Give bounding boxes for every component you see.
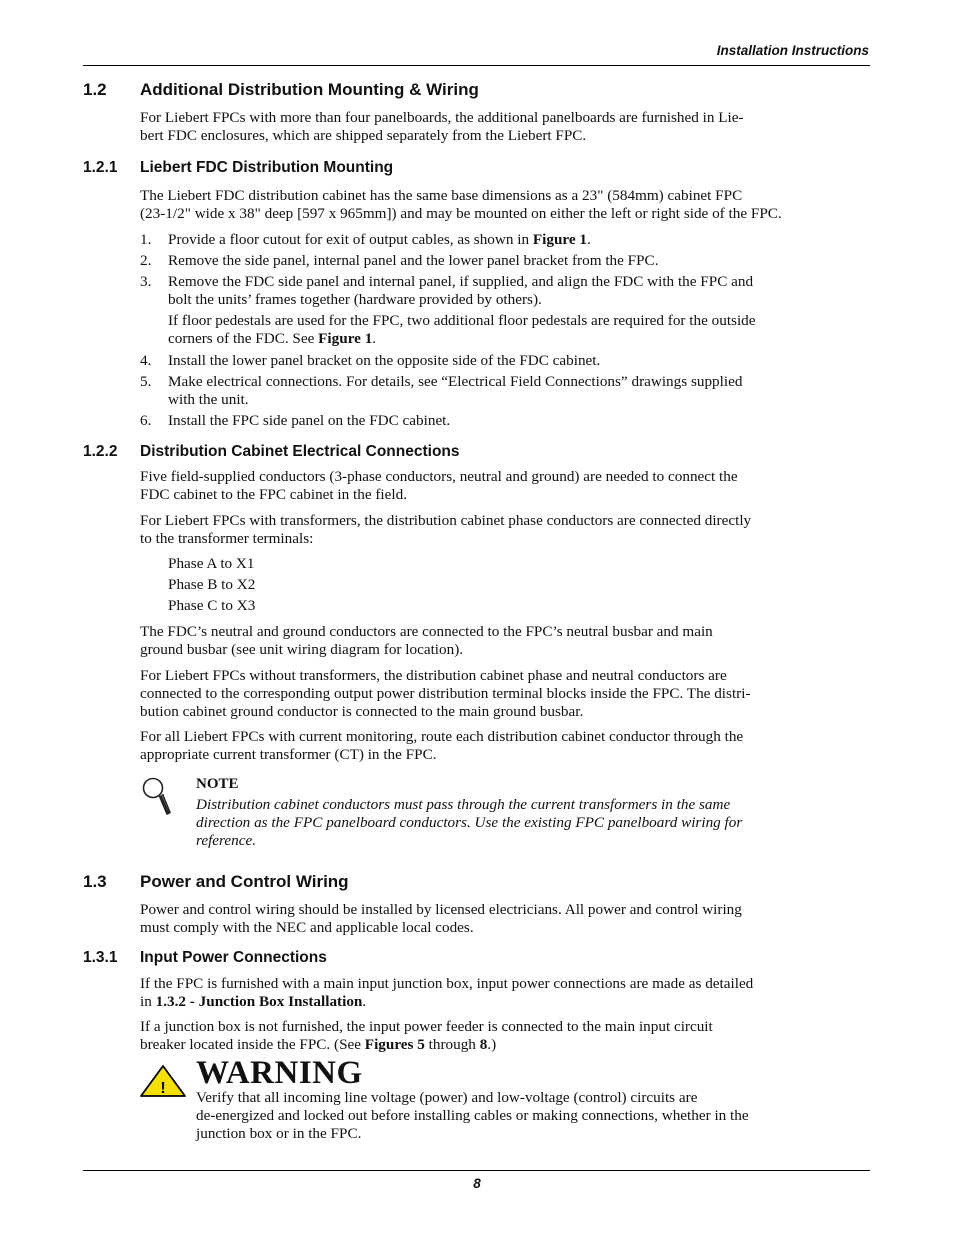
- text-line: If the FPC is furnished with a main input junction box, input power connections are made as detailed: [140, 975, 754, 992]
- list-number: 3.: [140, 273, 152, 290]
- text-line: For Liebert FPCs without transformers, the distribution cabinet phase and neutral conductors are: [140, 667, 727, 684]
- warning-triangle-icon: [139, 1064, 187, 1098]
- text-line: (23-1/2" wide x 38" deep [597 x 965mm]) and may be mounted on either the left or right side of the FPC.: [140, 205, 782, 222]
- section-number: 1.3: [83, 872, 107, 891]
- text-line: with the unit.: [168, 391, 249, 408]
- footer-rule: [83, 1170, 870, 1171]
- text-span: .): [487, 1036, 497, 1053]
- figure-reference: 8: [479, 1036, 488, 1053]
- section-title: Input Power Connections: [140, 949, 327, 966]
- paragraph: [140, 667, 870, 721]
- paragraph-1-2: [140, 109, 870, 145]
- phase-mapping: Phase B to X2: [168, 576, 256, 593]
- running-header: Installation Instructions: [716, 43, 869, 58]
- text-line: Five field-supplied conductors (3-phase conductors, neutral and ground) are needed to connect the: [140, 468, 738, 485]
- text-span: Install the lower panel bracket on the opposite side of the FDC cabinet.: [168, 352, 601, 369]
- text-line: The FDC’s neutral and ground conductors are connected to the FPC’s neutral busbar and main: [140, 623, 713, 640]
- text-line: connected to the corresponding output power distribution terminal blocks inside the FPC. The distri-: [140, 685, 751, 702]
- list-item: [168, 373, 870, 409]
- paragraph: [140, 623, 870, 659]
- text-line: to the transformer terminals:: [140, 530, 314, 547]
- list-item: [168, 252, 870, 270]
- section-number: 1.2.1: [83, 159, 118, 176]
- text-line: Remove the FDC side panel and internal panel, if supplied, and align the FDC with the FPC and: [168, 273, 754, 290]
- list-item: [168, 273, 870, 348]
- text-line: For all Liebert FPCs with current monitoring, route each distribution cabinet conductor through the: [140, 728, 744, 745]
- phase-mapping: Phase A to X1: [168, 555, 255, 572]
- list-item: [168, 412, 870, 430]
- text-line: de-energized and locked out before installing cables or making connections, whether in the: [196, 1107, 749, 1124]
- section-heading-1-3-1: [0, 949, 954, 969]
- figure-reference: Figure 1: [532, 231, 587, 248]
- paragraph: [140, 468, 870, 504]
- section-title: Distribution Cabinet Electrical Connections: [140, 443, 460, 460]
- list-number: 2.: [140, 252, 152, 269]
- text-span: Remove the side panel, internal panel and the lower panel bracket from the FPC.: [168, 252, 659, 269]
- section-number: 1.2.2: [83, 443, 118, 460]
- section-heading-1-2-2: [0, 443, 954, 463]
- text-span: Provide a floor cutout for exit of output cables, as shown in: [168, 231, 533, 248]
- list-number: 6.: [140, 412, 152, 429]
- section-reference: 1.3.2 - Junction Box Installation: [155, 993, 363, 1010]
- text-line: If a junction box is not furnished, the input power feeder is connected to the main input circuit: [140, 1018, 713, 1035]
- section-heading-1-2: [0, 80, 954, 102]
- paragraph-1-2-1: [140, 187, 870, 223]
- text-line: Make electrical connections. For details, see “Electrical Field Connections” drawings supplied: [168, 373, 743, 390]
- text-line: bolt the units’ frames together (hardware provided by others).: [168, 291, 542, 308]
- section-number: 1.3.1: [83, 949, 118, 966]
- text-span: .: [372, 330, 377, 347]
- svg-text:!: !: [160, 1080, 166, 1097]
- text-line: junction box or in the FPC.: [196, 1125, 362, 1142]
- text-line: appropriate current transformer (CT) in the FPC.: [140, 746, 437, 763]
- figure-reference: Figure 1: [318, 330, 373, 347]
- paragraph: [140, 728, 870, 764]
- text-span: through: [424, 1036, 480, 1053]
- figure-reference: Figures 5: [364, 1036, 425, 1053]
- text-line: If floor pedestals are used for the FPC, two additional floor pedestals are required for the outside: [168, 312, 756, 329]
- warning-label: WARNING: [196, 1055, 363, 1091]
- note-label: NOTE: [196, 776, 239, 792]
- text-line: ground busbar (see unit wiring diagram for location).: [140, 641, 464, 658]
- note-body: [196, 796, 870, 850]
- text-line: [168, 330, 870, 348]
- text-line: For Liebert FPCs with more than four panelboards, the additional panelboards are furnished in Lie-: [140, 109, 744, 126]
- text-line: For Liebert FPCs with transformers, the distribution cabinet phase conductors are connected directly: [140, 512, 752, 529]
- text-span: .: [587, 231, 591, 248]
- text-line: must comply with the NEC and applicable local codes.: [140, 919, 474, 936]
- text-line: direction as the FPC panelboard conductors. Use the existing FPC panelboard wiring for: [196, 814, 743, 831]
- text-line: Distribution cabinet conductors must pass through the current transformers in the same: [196, 796, 731, 813]
- list-number: 4.: [140, 352, 152, 369]
- list-number: 1.: [140, 231, 152, 248]
- text-span: breaker located inside the FPC. (See: [140, 1036, 365, 1053]
- text-line: bution cabinet ground conductor is connected to the main ground busbar.: [140, 703, 584, 720]
- list-number: 5.: [140, 373, 152, 390]
- section-heading-1-3: [0, 872, 954, 894]
- phase-mapping: Phase C to X3: [168, 597, 256, 614]
- section-heading-1-2-1: [0, 159, 954, 179]
- section-number: 1.2: [83, 80, 107, 99]
- section-title: Liebert FDC Distribution Mounting: [140, 159, 394, 176]
- list-item: [168, 231, 870, 249]
- page-number: 8: [473, 1176, 481, 1191]
- text-line: Verify that all incoming line voltage (power) and low-voltage (control) circuits are: [196, 1089, 698, 1106]
- text-span: in: [140, 993, 156, 1010]
- text-line: [140, 1036, 870, 1054]
- list-item: [168, 352, 870, 370]
- header-rule: [83, 65, 870, 66]
- text-line: FDC cabinet to the FPC cabinet in the field.: [140, 486, 408, 503]
- paragraph: [140, 975, 870, 1011]
- text-span: Install the FPC side panel on the FDC cabinet.: [168, 412, 451, 429]
- warning-body: [196, 1089, 870, 1143]
- magnifier-icon: [140, 776, 174, 820]
- paragraph: [140, 1018, 870, 1054]
- section-title: Power and Control Wiring: [140, 872, 349, 891]
- text-line: reference.: [196, 832, 257, 849]
- paragraph: [140, 512, 870, 548]
- text-line: bert FDC enclosures, which are shipped separately from the Liebert FPC.: [140, 127, 587, 144]
- text-line: Power and control wiring should be installed by licensed electricians. All power and control wiring: [140, 901, 742, 918]
- paragraph: [140, 901, 870, 937]
- numbered-list: [0, 231, 954, 431]
- section-title: Additional Distribution Mounting & Wiring: [140, 80, 479, 99]
- text-line: The Liebert FDC distribution cabinet has the same base dimensions as a 23" (584mm) cabinet FPC: [140, 187, 743, 204]
- text-span: .: [362, 993, 367, 1010]
- text-line: [140, 993, 870, 1011]
- text-span: corners of the FDC. See: [168, 330, 319, 347]
